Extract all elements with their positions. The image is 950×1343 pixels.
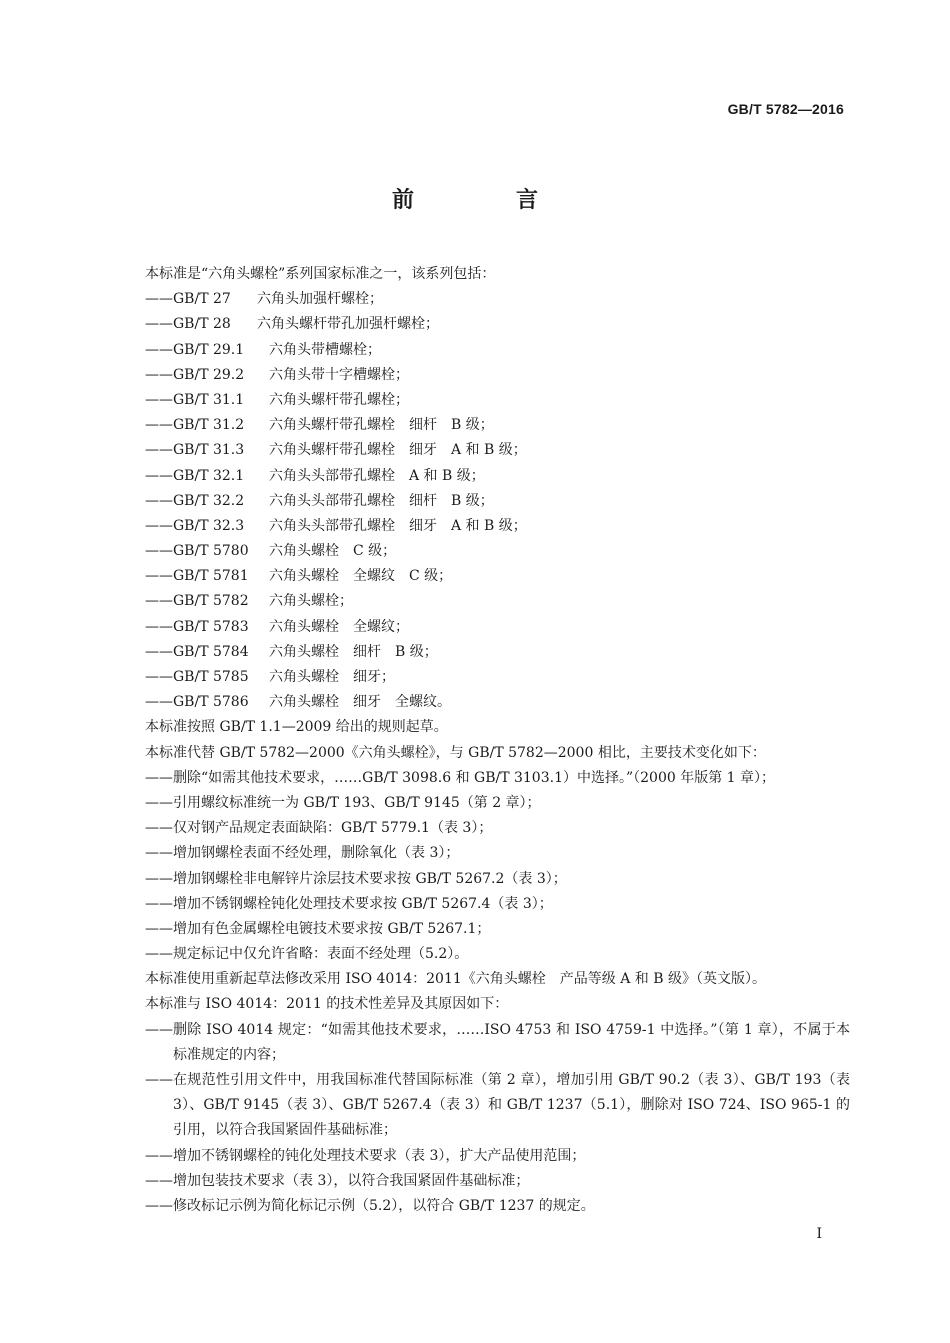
standard-number: GB/T 5782—2016 bbox=[727, 101, 844, 117]
dash-mark: —— bbox=[145, 568, 173, 585]
series-code: GB/T 32.3 bbox=[173, 517, 245, 534]
series-item bbox=[145, 287, 850, 312]
series-item bbox=[145, 690, 850, 715]
series-code: GB/T 27 bbox=[173, 291, 231, 308]
change-text: 增加钢螺栓表面不经处理，删除氧化（表 3）； bbox=[173, 845, 460, 862]
change-text: 增加有色金属螺栓电镀技术要求按 GB/T 5267.1； bbox=[173, 920, 491, 937]
dash-mark: —— bbox=[145, 467, 173, 484]
change-text: 仅对钢产品规定表面缺陷：GB/T 5779.1（表 3）； bbox=[173, 820, 493, 837]
series-code: GB/T 5785 bbox=[173, 669, 249, 685]
series-name: 六角头螺杆带孔螺栓 细杆 B 级； bbox=[269, 417, 494, 434]
dash-mark: —— bbox=[145, 366, 173, 383]
series-code: GB/T 31.2 bbox=[173, 417, 245, 434]
change-text: 删除“如需其他技术要求，……GB/T 3098.6 和 GB/T 3103.1）中选择。”（2000 年版第 1 章）； bbox=[173, 769, 776, 786]
dash-mark: —— bbox=[145, 618, 173, 635]
change-item bbox=[145, 841, 850, 866]
iso-diff-item bbox=[145, 1194, 850, 1219]
series-name: 六角头头部带孔螺栓 细杆 B 级； bbox=[269, 492, 494, 509]
replace-paragraph: 本标准代替 GB/T 5782—2000《六角头螺栓》，与 GB/T 5782—2000 相比，主要技术变化如下： bbox=[145, 744, 766, 761]
change-text: 引用螺纹标准统一为 GB/T 193、GB/T 9145（第 2 章）； bbox=[173, 794, 541, 811]
change-text: 增加不锈钢螺栓钝化处理技术要求按 GB/T 5267.4（表 3）； bbox=[173, 895, 553, 912]
dash-mark: —— bbox=[145, 593, 173, 610]
series-code: GB/T 29.2 bbox=[173, 366, 245, 383]
series-item bbox=[145, 665, 850, 690]
series-item bbox=[145, 514, 850, 539]
series-code: GB/T 32.1 bbox=[173, 467, 245, 484]
series-code: GB/T 5782 bbox=[173, 593, 249, 610]
change-item bbox=[145, 867, 850, 892]
dash-mark: —— bbox=[145, 1172, 173, 1189]
dash-mark: —— bbox=[145, 946, 173, 963]
dash-mark: —— bbox=[145, 417, 173, 434]
dash-mark: —— bbox=[145, 769, 173, 786]
iso-diff-text: 增加包装技术要求（表 3），以符合我国紧固件基础标准； bbox=[173, 1172, 530, 1189]
dash-mark: —— bbox=[145, 442, 173, 459]
changes-list bbox=[145, 766, 850, 968]
series-item bbox=[145, 312, 850, 337]
series-list bbox=[145, 287, 850, 715]
iso-diff-item bbox=[145, 1169, 850, 1194]
iso-diff-item bbox=[145, 1018, 850, 1068]
document-body bbox=[145, 262, 850, 1219]
iso-diff-item bbox=[145, 1144, 850, 1169]
page-title: 前 言 bbox=[391, 188, 578, 213]
series-item bbox=[145, 464, 850, 489]
dash-mark: —— bbox=[145, 920, 173, 937]
series-name: 六角头螺栓 C 级； bbox=[269, 543, 397, 560]
dash-mark: —— bbox=[145, 492, 173, 509]
dash-mark: —— bbox=[145, 669, 173, 685]
series-code: GB/T 5780 bbox=[173, 543, 249, 560]
change-item bbox=[145, 791, 850, 816]
change-item bbox=[145, 942, 850, 967]
series-item bbox=[145, 640, 850, 665]
change-item bbox=[145, 892, 850, 917]
series-name: 六角头头部带孔螺栓 细牙 A 和 B 级； bbox=[269, 517, 527, 534]
change-item bbox=[145, 766, 850, 791]
dash-mark: —— bbox=[145, 820, 173, 837]
dash-mark: —— bbox=[145, 643, 173, 660]
series-name: 六角头螺栓 全螺纹 C 级； bbox=[269, 568, 453, 585]
series-item bbox=[145, 438, 850, 463]
iso-diff-text: 修改标记示例为简化标记示例（5.2），以符合 GB/T 1237 的规定。 bbox=[173, 1198, 595, 1215]
series-item bbox=[145, 489, 850, 514]
iso-diff-text: 删除 ISO 4014 规定：“如需其他技术要求，……ISO 4753 和 ISO 4759-1 中选择。”（第 1 章），不属于本标准规定的内容； bbox=[173, 1021, 850, 1063]
series-code: GB/T 5783 bbox=[173, 618, 249, 635]
series-item bbox=[145, 564, 850, 589]
series-code: GB/T 28 bbox=[173, 316, 231, 333]
iso-diffs-list bbox=[145, 1018, 850, 1220]
dash-mark: —— bbox=[145, 1198, 173, 1215]
series-name: 六角头螺杆带孔加强杆螺栓； bbox=[257, 316, 439, 333]
iso-adopt-paragraph: 本标准使用重新起草法修改采用 ISO 4014：2011《六角头螺栓 产品等级 A 和 B 级》（英文版）。 bbox=[145, 971, 766, 988]
dash-mark: —— bbox=[145, 1147, 173, 1164]
series-name: 六角头螺杆带孔螺栓 细牙 A 和 B 级； bbox=[269, 442, 527, 459]
dash-mark: —— bbox=[145, 543, 173, 560]
drafting-paragraph: 本标准按照 GB/T 1.1—2009 给出的规则起草。 bbox=[145, 719, 448, 736]
change-item bbox=[145, 917, 850, 942]
dash-mark: —— bbox=[145, 895, 173, 912]
series-code: GB/T 31.3 bbox=[173, 442, 245, 459]
dash-mark: —— bbox=[145, 870, 173, 887]
series-name: 六角头带十字槽螺栓； bbox=[269, 366, 409, 383]
dash-mark: —— bbox=[145, 845, 173, 862]
series-code: GB/T 31.1 bbox=[173, 391, 245, 408]
dash-mark: —— bbox=[145, 391, 173, 408]
series-code: GB/T 32.2 bbox=[173, 492, 245, 509]
series-item bbox=[145, 539, 850, 564]
series-name: 六角头加强杆螺栓； bbox=[257, 291, 383, 308]
dash-mark: —— bbox=[145, 517, 173, 534]
series-code: GB/T 5784 bbox=[173, 643, 249, 660]
series-name: 六角头螺栓 细牙； bbox=[269, 669, 395, 685]
dash-mark: —— bbox=[145, 694, 173, 711]
dash-mark: —— bbox=[145, 341, 173, 358]
series-name: 六角头带槽螺栓； bbox=[269, 341, 381, 358]
dash-mark: —— bbox=[145, 1021, 173, 1038]
iso-diff-item bbox=[145, 1068, 850, 1144]
series-code: GB/T 5786 bbox=[173, 694, 249, 711]
series-item bbox=[145, 589, 850, 614]
series-name: 六角头螺栓 细杆 B 级； bbox=[269, 643, 438, 660]
dash-mark: —— bbox=[145, 1072, 173, 1089]
change-item bbox=[145, 816, 850, 841]
dash-mark: —— bbox=[145, 794, 173, 811]
change-text: 增加钢螺栓非电解锌片涂层技术要求按 GB/T 5267.2（表 3）； bbox=[173, 870, 567, 887]
iso-diff-intro: 本标准与 ISO 4014：2011 的技术性差异及其原因如下： bbox=[145, 996, 509, 1013]
series-code: GB/T 5781 bbox=[173, 568, 249, 585]
page-number: I bbox=[816, 1226, 822, 1242]
dash-mark: —— bbox=[145, 316, 173, 333]
change-text: 规定标记中仅允许省略：表面不经处理（5.2）。 bbox=[173, 946, 469, 963]
series-item bbox=[145, 615, 850, 640]
series-name: 六角头头部带孔螺栓 A 和 B 级； bbox=[269, 467, 485, 484]
series-item bbox=[145, 338, 850, 363]
iso-diff-text: 在规范性引用文件中，用我国标准代替国际标准（第 2 章），增加引用 GB/T 90.2（表 3）、GB/T 193（表 3）、GB/T 9145（表 3）、GB/T 5267.4（表 3）和 GB/T 1237（5.1），删除对 ISO 724、ISO 965-1 的引用，以符合我国紧固件基础标准； bbox=[173, 1072, 850, 1139]
series-name: 六角头螺栓 全螺纹； bbox=[269, 618, 409, 635]
dash-mark: —— bbox=[145, 291, 173, 308]
series-item bbox=[145, 413, 850, 438]
series-item bbox=[145, 363, 850, 388]
intro-paragraph: 本标准是“六角头螺栓”系列国家标准之一，该系列包括： bbox=[145, 266, 496, 282]
series-name: 六角头螺栓 细牙 全螺纹。 bbox=[269, 694, 451, 711]
series-name: 六角头螺杆带孔螺栓； bbox=[269, 391, 409, 408]
iso-diff-text: 增加不锈钢螺栓的钝化处理技术要求（表 3），扩大产品使用范围； bbox=[173, 1147, 586, 1164]
series-code: GB/T 29.1 bbox=[173, 341, 245, 358]
series-item bbox=[145, 388, 850, 413]
series-name: 六角头螺栓； bbox=[269, 593, 353, 610]
